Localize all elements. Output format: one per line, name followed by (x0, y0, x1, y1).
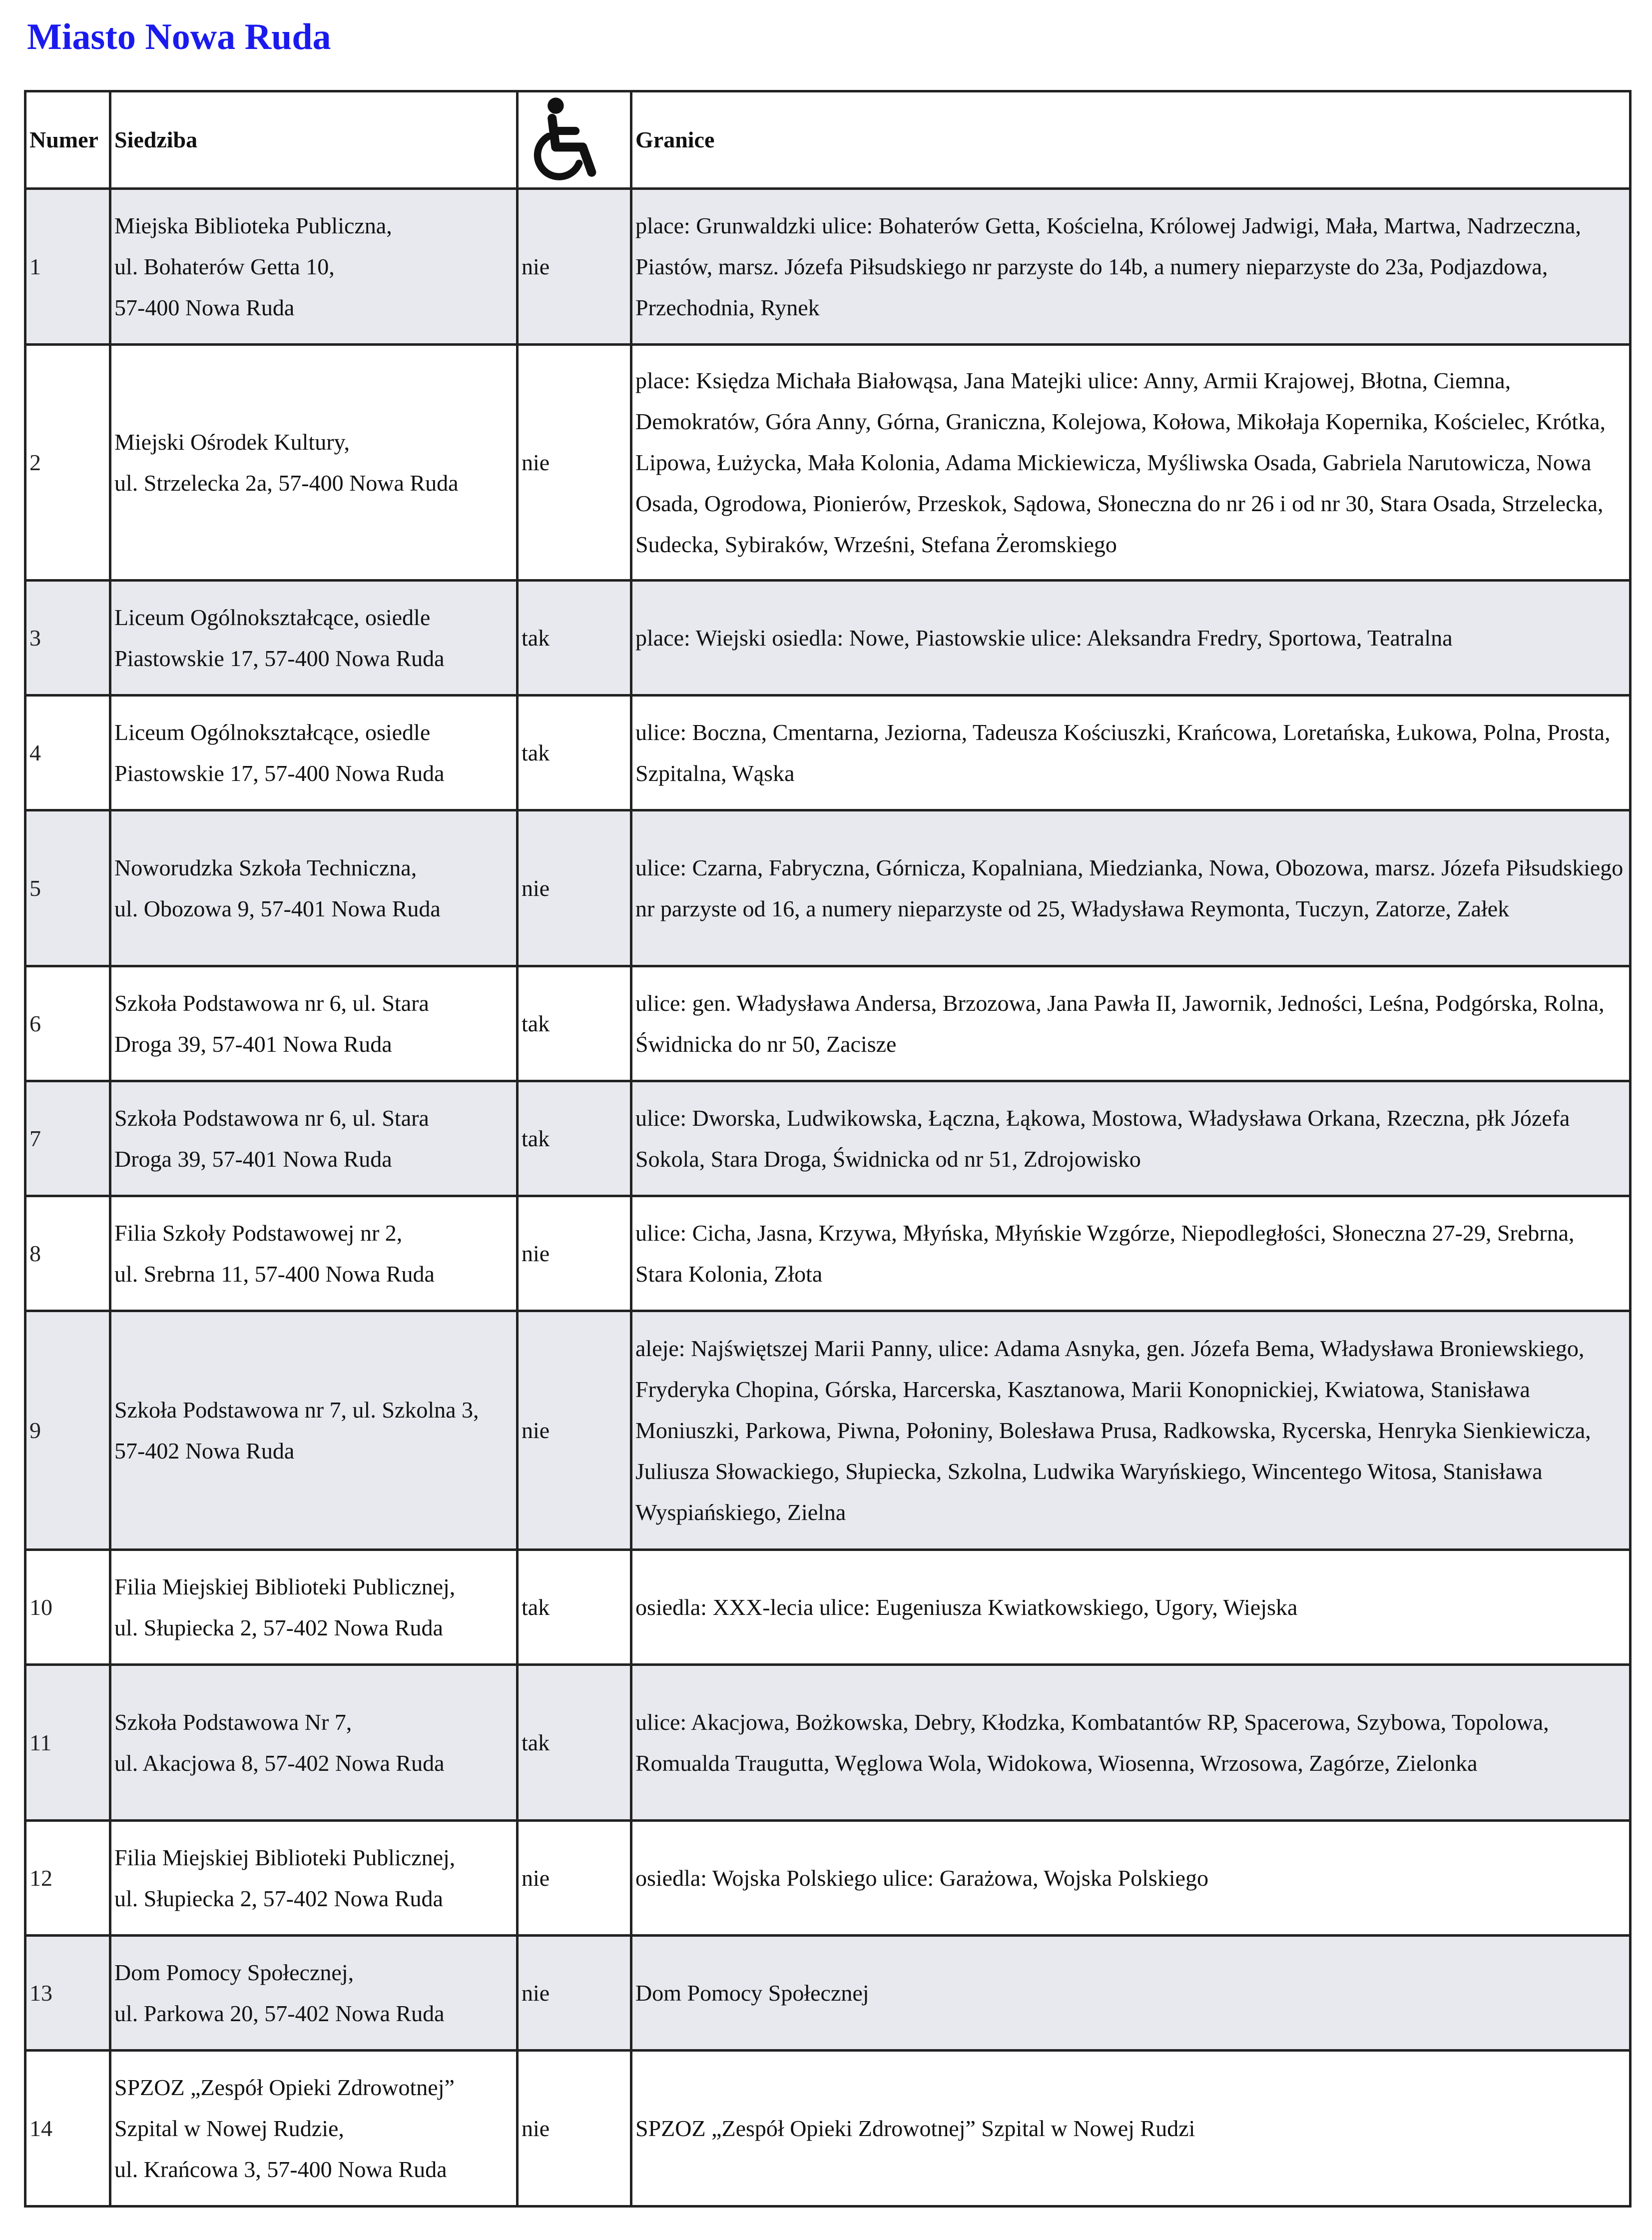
table-row (25, 1821, 1631, 1936)
cell-dostepny: nie (518, 2051, 631, 2207)
table-row (25, 810, 1631, 966)
header-granice: Granice (631, 91, 1631, 189)
districts-table (24, 90, 1632, 2208)
siedziba-line: Filia Szkoły Podstawowej nr 2, (114, 1220, 403, 1246)
cell-granice: place: Księdza Michała Białowąsa, Jana Matejki ulice: Anny, Armii Krajowej, Błotna, Ciemna, Demokratów, Góra Anny, Górna, Graniczna, Kolejowa, Kołowa, Mikołaja Kopernika, Kościelec, Krótka, Lipowa, Łużycka, Mała Kolonia, Adama Mickiewicza, Myśliwska Osada, Gabriela Narutowicza, Nowa Osada, Ogrodowa, Pionierów, Przeskok, Sądowa, Słoneczna do nr 26 i od nr 30, Stara Osada, Strzelecka, Sudecka, Sybiraków, Wrześni, Stefana Żeromskiego (631, 345, 1631, 581)
siedziba-line: Droga 39, 57-401 Nowa Ruda (114, 1031, 392, 1057)
table-row (25, 189, 1631, 345)
cell-siedziba (110, 1550, 518, 1665)
siedziba-line: Filia Miejskiej Biblioteki Publicznej, (114, 1844, 456, 1870)
cell-dostepny: tak (518, 696, 631, 810)
table-row (25, 1550, 1631, 1665)
cell-siedziba (110, 1821, 518, 1936)
cell-dostepny: nie (518, 1311, 631, 1550)
cell-dostepny: nie (518, 345, 631, 581)
siedziba-line: SPZOZ „Zespół Opieki Zdrowotnej” (114, 2074, 455, 2100)
table-row (25, 345, 1631, 581)
siedziba-line: ul. Słupiecka 2, 57-402 Nowa Ruda (114, 1885, 443, 1911)
cell-siedziba (110, 1196, 518, 1311)
siedziba-line: Dom Pomocy Społecznej, (114, 1959, 354, 1985)
siedziba-line: 57-400 Nowa Ruda (114, 294, 295, 320)
cell-granice: ulice: Czarna, Fabryczna, Górnicza, Kopalniana, Miedzianka, Nowa, Obozowa, marsz. Józefa Piłsudskiego nr parzyste od 16, a numery nieparzyste od 25, Władysława Reymonta, Tuczyn, Zatorze, Załek (631, 810, 1631, 966)
cell-dostepny: nie (518, 1821, 631, 1936)
table-row (25, 966, 1631, 1081)
siedziba-line: Piastowskie 17, 57-400 Nowa Ruda (114, 760, 445, 786)
cell-numer: 1 (25, 189, 110, 345)
table-row (25, 696, 1631, 810)
siedziba-line: ul. Słupiecka 2, 57-402 Nowa Ruda (114, 1614, 443, 1640)
cell-dostepny: tak (518, 1550, 631, 1665)
siedziba-line: Szkoła Podstawowa Nr 7, (114, 1709, 352, 1735)
siedziba-line: Szpital w Nowej Rudzie, (114, 2115, 344, 2141)
cell-dostepny: tak (518, 1665, 631, 1821)
cell-numer: 9 (25, 1311, 110, 1550)
table-row (25, 581, 1631, 696)
wheelchair-icon (522, 95, 611, 185)
siedziba-line: Szkoła Podstawowa nr 6, ul. Stara (114, 1105, 429, 1131)
table-row (25, 1081, 1631, 1196)
cell-granice: place: Wiejski osiedla: Nowe, Piastowskie ulice: Aleksandra Fredry, Sportowa, Teatralna (631, 581, 1631, 696)
header-accessibility (518, 91, 631, 189)
table-row (25, 1311, 1631, 1550)
siedziba-line: Filia Miejskiej Biblioteki Publicznej, (114, 1573, 456, 1599)
siedziba-line: ul. Srebrna 11, 57-400 Nowa Ruda (114, 1261, 435, 1287)
siedziba-line: Szkoła Podstawowa nr 6, ul. Stara (114, 990, 429, 1016)
siedziba-line: ul. Obozowa 9, 57-401 Nowa Ruda (114, 895, 441, 921)
cell-numer: 10 (25, 1550, 110, 1665)
cell-numer: 6 (25, 966, 110, 1081)
siedziba-line: ul. Bohaterów Getta 10, (114, 253, 335, 279)
cell-siedziba (110, 345, 518, 581)
cell-siedziba (110, 696, 518, 810)
siedziba-line: ul. Parkowa 20, 57-402 Nowa Ruda (114, 2000, 445, 2026)
cell-granice: aleje: Najświętszej Marii Panny, ulice: Adama Asnyka, gen. Józefa Bema, Władysława Broniewskiego, Fryderyka Chopina, Górska, Harcerska, Kasztanowa, Marii Konopnickiej, Kwiatowa, Stanisława Moniuszki, Parkowa, Piwna, Połoniny, Bolesława Prusa, Radkowska, Rycerska, Henryka Sienkiewicza, Juliusza Słowackiego, Słupiecka, Szkolna, Ludwika Waryńskiego, Wincentego Witosa, Stanisława Wyspiańskiego, Zielna (631, 1311, 1631, 1550)
cell-numer: 3 (25, 581, 110, 696)
cell-numer: 14 (25, 2051, 110, 2207)
page-title: Miasto Nowa Ruda (27, 16, 331, 57)
header-row (25, 91, 1631, 189)
siedziba-line: Noworudzka Szkoła Techniczna, (114, 854, 417, 880)
cell-granice: osiedla: Wojska Polskiego ulice: Garażowa, Wojska Polskiego (631, 1821, 1631, 1936)
siedziba-line: ul. Akacjowa 8, 57-402 Nowa Ruda (114, 1750, 445, 1776)
header-siedziba: Siedziba (110, 91, 518, 189)
table-row (25, 1936, 1631, 2051)
cell-dostepny: nie (518, 810, 631, 966)
cell-numer: 5 (25, 810, 110, 966)
siedziba-line: Droga 39, 57-401 Nowa Ruda (114, 1146, 392, 1172)
cell-dostepny: tak (518, 1081, 631, 1196)
cell-siedziba (110, 189, 518, 345)
cell-siedziba (110, 2051, 518, 2207)
cell-granice: SPZOZ „Zespół Opieki Zdrowotnej” Szpital w Nowej Rudzi (631, 2051, 1631, 2207)
cell-numer: 4 (25, 696, 110, 810)
siedziba-line: Miejski Ośrodek Kultury, (114, 429, 350, 455)
cell-dostepny: tak (518, 966, 631, 1081)
cell-numer: 8 (25, 1196, 110, 1311)
cell-siedziba (110, 1311, 518, 1550)
cell-dostepny: nie (518, 1936, 631, 2051)
cell-numer: 13 (25, 1936, 110, 2051)
siedziba-line: Liceum Ogólnokształcące, osiedle (114, 604, 431, 630)
cell-granice: ulice: Dworska, Ludwikowska, Łączna, Łąkowa, Mostowa, Władysława Orkana, Rzeczna, płk Józefa Sokola, Stara Droga, Świdnicka od nr 51, Zdrojowisko (631, 1081, 1631, 1196)
siedziba-line: ul. Strzelecka 2a, 57-400 Nowa Ruda (114, 470, 459, 496)
cell-siedziba (110, 966, 518, 1081)
siedziba-line: Piastowskie 17, 57-400 Nowa Ruda (114, 645, 445, 671)
cell-numer: 7 (25, 1081, 110, 1196)
cell-dostepny: tak (518, 581, 631, 696)
siedziba-line: ul. Krańcowa 3, 57-400 Nowa Ruda (114, 2156, 447, 2182)
cell-granice: Dom Pomocy Społecznej (631, 1936, 1631, 2051)
siedziba-line: 57-402 Nowa Ruda (114, 1438, 295, 1464)
cell-siedziba (110, 1081, 518, 1196)
cell-granice: ulice: gen. Władysława Andersa, Brzozowa, Jana Pawła II, Jawornik, Jedności, Leśna, Podgórska, Rolna, Świdnicka do nr 50, Zacisze (631, 966, 1631, 1081)
cell-siedziba (110, 1936, 518, 2051)
cell-numer: 12 (25, 1821, 110, 1936)
header-numer: Numer (25, 91, 110, 189)
cell-dostepny: nie (518, 189, 631, 345)
cell-siedziba (110, 1665, 518, 1821)
cell-siedziba (110, 810, 518, 966)
cell-granice: ulice: Akacjowa, Bożkowska, Debry, Kłodzka, Kombatantów RP, Spacerowa, Szybowa, Topolowa, Romualda Traugutta, Węglowa Wola, Widokowa, Wiosenna, Wrzosowa, Zagórze, Zielonka (631, 1665, 1631, 1821)
table-row (25, 1196, 1631, 1311)
cell-granice: ulice: Cicha, Jasna, Krzywa, Młyńska, Młyńskie Wzgórze, Niepodległości, Słoneczna 27-29, Srebrna, Stara Kolonia, Złota (631, 1196, 1631, 1311)
cell-numer: 2 (25, 345, 110, 581)
table-row (25, 2051, 1631, 2207)
cell-granice: place: Grunwaldzki ulice: Bohaterów Getta, Kościelna, Królowej Jadwigi, Mała, Martwa, Nadrzeczna, Piastów, marsz. Józefa Piłsudskiego nr parzyste do 14b, a numery nieparzyste do 23a, Podjazdowa, Przechodnia, Rynek (631, 189, 1631, 345)
cell-dostepny: nie (518, 1196, 631, 1311)
cell-granice: osiedla: XXX-lecia ulice: Eugeniusza Kwiatkowskiego, Ugory, Wiejska (631, 1550, 1631, 1665)
siedziba-line: Miejska Biblioteka Publiczna, (114, 212, 392, 238)
siedziba-line: Liceum Ogólnokształcące, osiedle (114, 719, 431, 745)
cell-numer: 11 (25, 1665, 110, 1821)
cell-siedziba (110, 581, 518, 696)
cell-granice: ulice: Boczna, Cmentarna, Jeziorna, Tadeusza Kościuszki, Krańcowa, Loretańska, Łukowa, Polna, Prosta, Szpitalna, Wąska (631, 696, 1631, 810)
siedziba-line: Szkoła Podstawowa nr 7, ul. Szkolna 3, (114, 1397, 479, 1423)
table-row (25, 1665, 1631, 1821)
